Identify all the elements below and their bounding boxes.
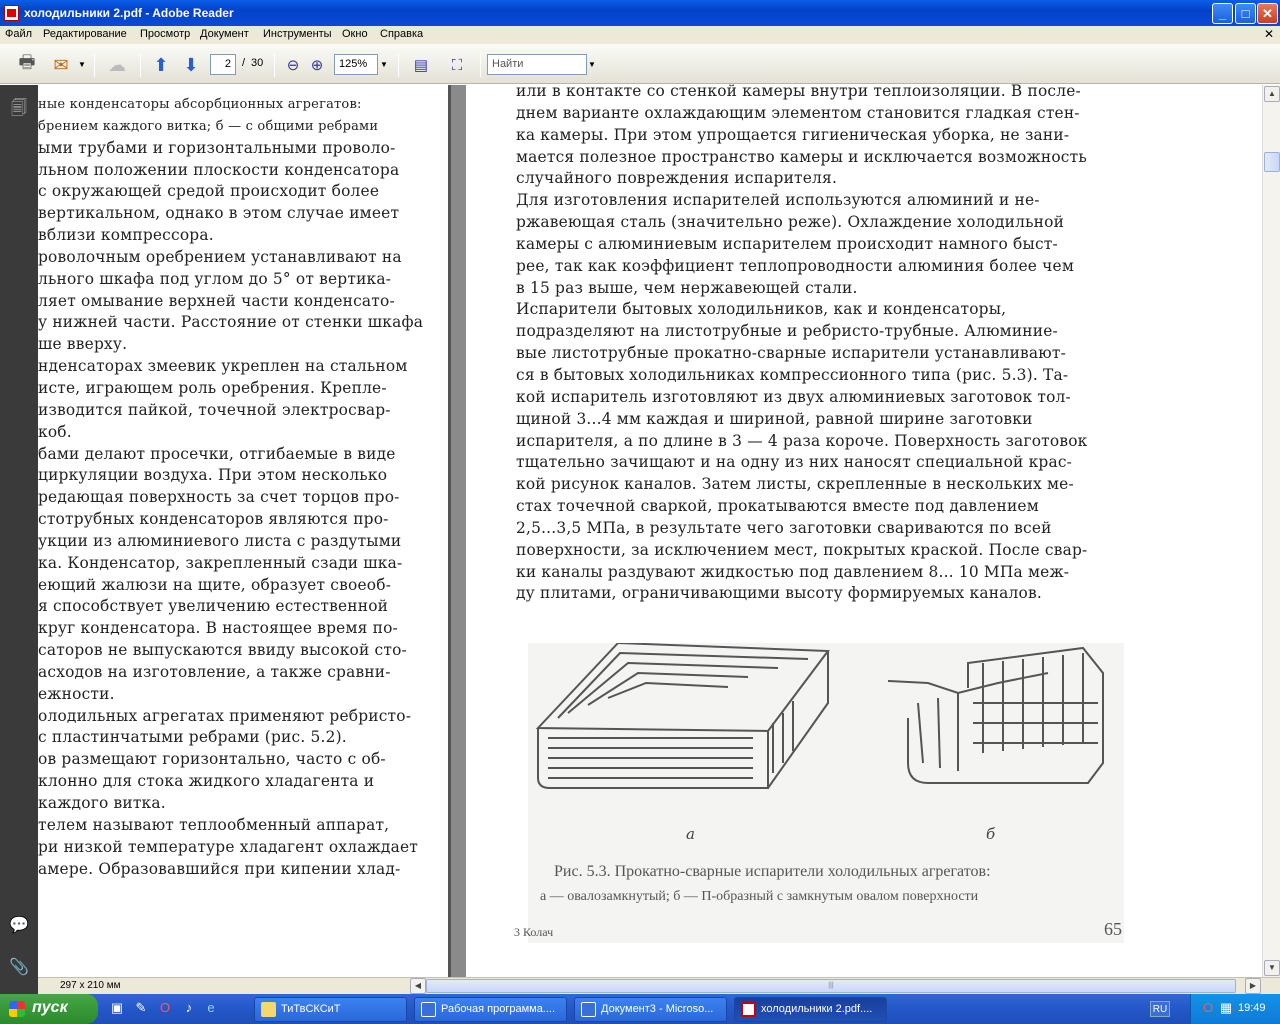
text-line: каждого витка. [38,794,166,812]
tray-app-icon[interactable]: ▦ [1219,1000,1233,1015]
text-line: я способствует увеличению естественной [38,597,389,616]
text-line: Для изготовления испарителей используются алюминий и не- [516,191,1040,210]
text-line: 2,5...3,5 МПа, в результате чего заготовки свариваются по всей [516,518,1052,537]
text-line: камеры с алюминиевым испарителем происходит намного быст- [516,234,1058,253]
text-line: ки каналы раздувают жидкостью под давлением 8... 10 МПа меж- [516,562,1070,581]
horizontal-scrollbar[interactable] [38,978,1280,995]
text-line: поверхности, за исключением мест, покрытых краской. После свар- [516,540,1088,559]
text-line: брением каждого витка; б — с общими ребрами [38,118,379,134]
text-line: ду плитами, ограничивающими высоту формируемых каналов. [516,584,1042,603]
text-line: циркуляции воздуха. При этом несколько [38,466,388,485]
pdf-icon [741,1002,756,1017]
text-line: ежности. [38,684,115,703]
minimize-button[interactable]: _ [1212,3,1233,24]
page-size-label: 297 x 210 мм [60,980,121,991]
media-icon[interactable]: ♪ [185,1000,193,1015]
text-line: роволочным оребрением устанавливают на [38,247,402,266]
text-line: Испарители бытовых холодильников, как и конденсаторы, [516,300,1007,319]
text-line: ше вверху. [38,335,128,354]
text-line: стотрубных конденсаторов являются про- [38,510,389,529]
close-button[interactable]: ✕ [1257,3,1278,24]
quicklaunch-icon[interactable]: ✎ [135,1000,147,1015]
text-line: случайного повреждения испарителя. [516,169,838,188]
scroll-down-icon[interactable]: ▼ [1264,960,1280,976]
text-line: бами делают просечки, отгибаемые в виде [38,444,396,463]
page-footer-mark: 3 Колач [514,925,554,939]
page-number-input[interactable]: 2 [210,54,236,75]
task-work-program[interactable] [414,997,567,1022]
print-icon[interactable]: 🖶 [18,52,36,72]
text-line: кой испаритель изготовляют из двух алюминиевых заготовок тол- [516,387,1071,406]
text-line: нденсаторах змеевик укреплен на стальном [38,357,408,376]
task-label: Рабочая программа.... [441,1003,556,1015]
figure-subcaption: а — овалозамкнутый; б — П-образный с замкнутым овалом поверхности [540,889,979,904]
page-number: 65 [1104,919,1122,939]
menu-view[interactable]: Просмотр [140,28,191,40]
left-page-text [38,94,446,880]
text-line: клонно для стока жидкого хладагента и [38,772,375,791]
scroll-right-icon[interactable]: ▶ [1245,978,1261,994]
taskbar [0,994,1280,1024]
task-label: ТиТвСКСиТ [281,1003,341,1015]
text-line: круг конденсатора. В настоящее время по- [38,619,398,638]
start-label: пуск [32,999,68,1016]
text-line: укции из алюминиевого листа с раздутыми [38,531,402,550]
language-indicator[interactable]: RU [1150,1001,1170,1017]
fit-page-icon[interactable]: ⛶ [451,56,463,74]
document-close-icon[interactable]: ✕ [1263,27,1274,41]
comment-icon[interactable]: ☁ [108,54,126,75]
text-line: еющий жалюзи на щите, образует своеоб- [38,575,392,594]
task-label: Документ3 - Microso... [601,1003,714,1015]
text-line: с пластинчатыми ребрами (рис. 5.2). [38,728,347,747]
window-title: холодильники 2.pdf - Adobe Reader [24,6,234,20]
text-line: ка. Конденсатор, закрепленный сзади шка- [38,553,403,572]
text-line: кой рисунок каналов. Затем листы, скрепленные в нескольких ме- [516,475,1074,494]
text-line: изводится пайкой, точечной электросвар- [38,400,391,419]
menu-tools[interactable]: Инструменты [263,28,332,40]
desktop-icon[interactable]: ▣ [110,1000,124,1015]
text-line: или в контакте со стенкой камеры внутри теплоизоляции. В после- [516,82,1081,100]
windows-flag-icon [9,1001,25,1017]
text-line: у нижней части. Расстояние от стенки шкафа [38,313,424,332]
text-line: асходов на изготовление, а также сравни- [38,662,391,681]
text-line: телем называют теплообменный аппарат, [38,815,390,834]
email-dropdown-icon[interactable]: ▼ [78,60,86,69]
text-line: ные конденсаторы абсорбционных агрегатов: [38,97,362,112]
search-dropdown-icon[interactable]: ▼ [588,60,596,69]
title-bar[interactable] [0,0,1280,26]
text-line: ов размещают горизонтально, часто с об- [38,750,386,769]
text-line: щиной 3...4 мм каждая и шириной, равной ширине заготовки [516,409,1033,428]
text-line: рее, так как коэффициент теплопроводности алюминия более чем [516,256,1075,275]
task-document3[interactable] [574,997,727,1022]
text-line: днем варианте охлаждающим элементом становится гладкая стен- [516,103,1080,122]
toolbar [0,44,1280,84]
text-line: вертикальном, однако в этом случае имеет [38,204,400,223]
text-line: исте, играющем роль оребрения. Крепле- [38,378,387,397]
zoom-in-icon[interactable]: ⊕ [310,57,324,74]
text-line: ка камеры. При этом упрощается гигиеническая уборка, не зани- [516,125,1070,144]
pdf-app-icon [4,5,19,21]
right-page-text [516,81,1128,605]
status-bar [38,977,1280,994]
text-line: ся в бытовых холодильниках компрессионного типа (рис. 5.3). Та- [516,365,1069,384]
navigation-panel [0,85,38,994]
attachments-icon[interactable]: 📎 [9,959,29,976]
text-line: ыми трубами и горизонтальными проволо- [38,138,396,157]
word-icon [581,1002,596,1017]
page-gap [448,85,466,977]
horizontal-scroll-thumb[interactable]: ||| [426,979,1236,993]
folder-icon [261,1002,276,1017]
text-line: стах точечной сваркой, прокатываются вместе под давлением [516,497,1039,516]
task-label: холодильники 2.pdf.... [761,1003,873,1015]
text-line: в 15 раз выше, чем нержавеющей стали. [516,278,858,297]
text-line: ляет омывание верхней части конденсато- [38,291,395,310]
text-line: ржавеющая сталь (значительно реже). Охлаждение холодильной [516,213,1065,232]
figure-5-3 [514,643,1124,943]
prev-page-icon[interactable]: ⬆ [153,54,169,75]
vertical-scroll-thumb[interactable] [1264,152,1280,172]
text-line: тщательно зачищают и на одну из них наносят специальной крас- [516,453,1073,472]
word-icon [421,1002,436,1017]
scroll-up-icon[interactable]: ▲ [1264,86,1280,102]
opera-icon[interactable]: O [159,1000,171,1015]
text-line: олодильных агрегатах применяют ребристо- [38,706,412,725]
text-line: коб. [38,422,72,441]
menu-bar [0,26,1280,44]
figure-label-a: а [686,825,695,843]
task-titvskcit[interactable] [254,997,407,1022]
text-line: вблизи компрессора. [38,226,214,245]
text-line: льном положении плоскости конденсатора [38,160,400,179]
page-separator: / [242,57,246,69]
search-input[interactable]: Найти [487,54,587,75]
menu-document[interactable]: Документ [200,28,249,40]
fit-width-icon[interactable]: ▤ [413,57,429,74]
text-line: льного шкафа под углом до 5° от вертика- [38,269,392,288]
maximize-button[interactable]: □ [1235,3,1256,24]
page-total: 30 [251,57,264,69]
next-page-icon[interactable]: ⬇ [183,54,199,75]
text-line: амере. Образовавшийся при кипении хлад- [38,859,401,878]
text-line: ри низкой температуре хладагент охлаждает [38,837,419,856]
menu-help[interactable]: Справка [380,28,424,40]
start-button[interactable] [0,994,98,1024]
text-line: редающая поверхность за счет торцов про- [38,488,400,507]
text-line: вые листотрубные прокатно-сварные испарители устанавливают- [516,344,1066,363]
evaporator-drawings [528,643,1124,853]
figure-caption: Рис. 5.3. Прокатно-сварные испарители холодильных агрегатов: [554,863,991,880]
pages-icon[interactable]: 🗐 [11,100,27,117]
text-line: подразделяют на листотрубные и ребристо-трубные. Алюминие- [516,322,1058,341]
text-line: саторов не выпускаются ввиду высокой сто- [38,641,407,660]
clock: 19:49 [1238,1002,1266,1014]
scroll-left-icon[interactable]: ◀ [410,978,426,994]
menu-edit[interactable]: Редактирование [43,28,127,40]
tray-opera-icon[interactable]: O [1202,1000,1214,1015]
menu-file[interactable]: Файл [5,28,33,40]
figure-label-b: б [986,825,996,843]
email-icon[interactable]: ✉ [53,54,69,75]
vertical-scrollbar[interactable] [1262,85,1280,977]
menu-window[interactable]: Окно [342,28,368,40]
ie-icon[interactable]: e [207,1000,215,1015]
zoom-out-icon[interactable]: ⊖ [286,57,300,74]
text-line: испарителя, а по длине в 3 — 4 раза короче. Поверхность заготовок [516,431,1088,450]
system-tray [1190,994,1280,1024]
text-line: мается полезное пространство камеры и исключается возможность [516,147,1087,166]
comments-icon[interactable]: 💬 [9,917,29,934]
task-pdf-reader[interactable] [734,997,887,1022]
zoom-dropdown-icon[interactable]: ▼ [380,60,388,69]
text-line: с окружающей средой происходит более [38,182,380,201]
zoom-level-input[interactable]: 125% [334,54,378,75]
